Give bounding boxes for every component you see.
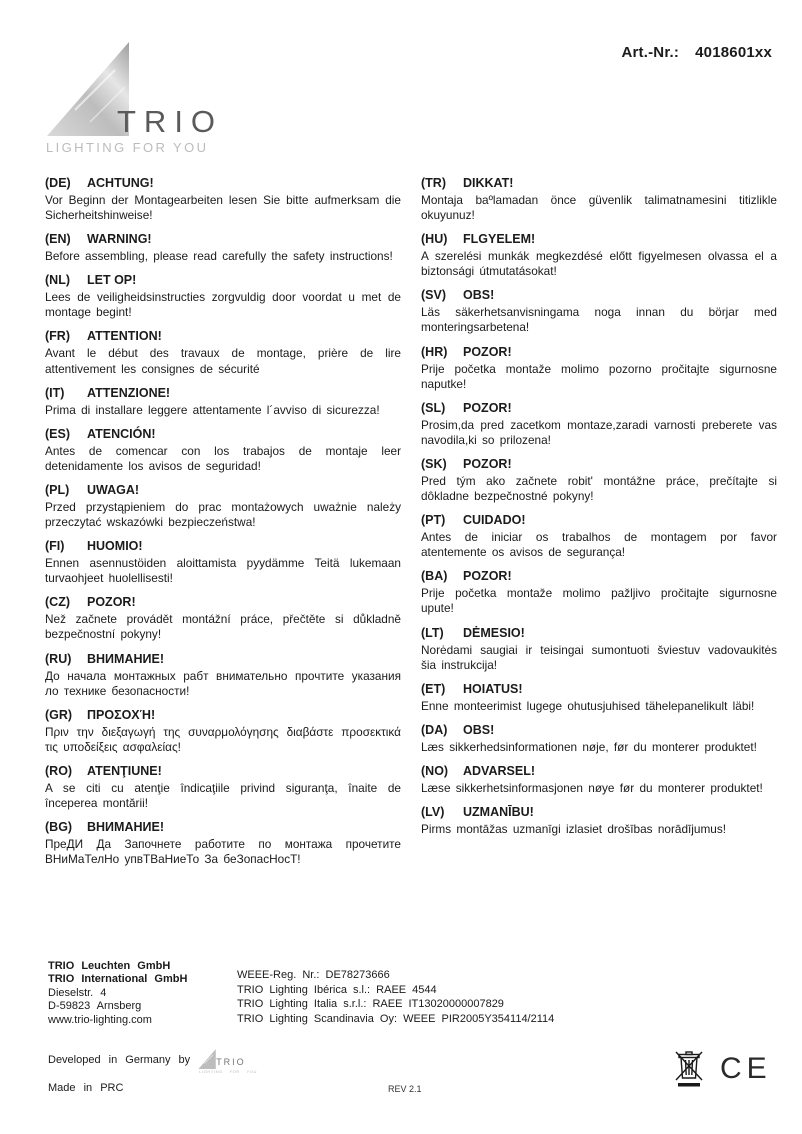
warning-block-pt (421, 513, 777, 560)
warning-block-sv (421, 288, 777, 335)
trio-logo (45, 40, 255, 160)
warning-block-fr (45, 329, 401, 376)
warning-title: UWAGA! (87, 482, 140, 497)
company-name-2: TRIO International GmbH (48, 973, 188, 986)
language-code: (NL) (45, 273, 70, 288)
warning-text: Ennen asennustöiden aloittamista pyydämme Teitä lukemaan turvaohjeet huolellisesti! (45, 556, 401, 586)
warning-title: POZOR! (463, 344, 512, 359)
warning-title: FLGYELEM! (463, 232, 536, 247)
language-code: (BG) (45, 820, 73, 835)
ce-mark: CE (720, 1052, 772, 1085)
warning-title: POZOR! (463, 456, 512, 471)
warning-title: LET OP! (87, 273, 137, 288)
warning-title: POZOR! (463, 400, 512, 415)
warning-text: Antes de iniciar os trabalhos de montagem por favor atentemente os avisos de segurança! (421, 530, 777, 560)
warning-title: WARNING! (87, 232, 152, 247)
warning-text: Prosim,da pred zacetkom montaze,zaradi varnosti preberete vas navodila,ki so prilozena! (421, 417, 777, 447)
language-code: (RU) (45, 651, 72, 666)
warning-block-bg (45, 820, 401, 867)
developed-label: Developed in Germany by (48, 1054, 191, 1066)
language-code: (LT) (421, 625, 444, 640)
warning-title: DIKKAT! (463, 176, 514, 190)
warning-block-cz (45, 595, 401, 642)
weee-line: WEEE-Reg. Nr.: DE78273666 (237, 969, 390, 981)
warning-block-da (421, 723, 777, 755)
language-code: (PL) (45, 482, 70, 497)
made-line: Made in PRC (48, 1082, 124, 1094)
warning-text: Przed przystąpieniem do prac montażowych uważnie należy przeczytać wskazówki bezpieczeństwa! (45, 499, 401, 530)
warning-block-hr (421, 345, 777, 392)
warning-title: ΠΡΟΣΟΧΉ! (87, 707, 156, 722)
warnings-column-left (45, 176, 401, 876)
trio-triangle-icon (198, 1048, 216, 1070)
warning-title: HOIATUS! (463, 681, 523, 696)
language-code: (HU) (421, 232, 448, 247)
warning-text: Pirms montāžas uzmanīgi izlasiet drošības norādījumus! (421, 821, 727, 836)
language-code: (HR) (421, 344, 448, 359)
language-code: (EN) (45, 232, 71, 247)
article-number (621, 44, 772, 61)
warning-text: Enne monteerimist lugege ohutusjuhised tähelepanelikult läbi! (421, 698, 755, 713)
company-address (48, 960, 187, 1027)
warning-text: Lees de veiligheidsinstructies zorgvuldig door voordat u met de montage begint! (45, 290, 401, 320)
company-city: D-59823 Arnsberg (48, 1000, 142, 1013)
warning-block-tr (421, 176, 777, 223)
language-code: (NO) (421, 763, 449, 778)
warning-text: Læs sikkerhedsinformationen nøje, før du monterer produktet! (421, 739, 757, 754)
warning-text: До начала монтажных рабт внимательно прочтите указания ло технике безопасности! (45, 668, 401, 698)
weee-line: TRIO Lighting Italia s.r.l.: RAEE IT13020000007829 (237, 998, 504, 1011)
warning-title: ATTENZIONE! (87, 385, 171, 400)
logo-wordmark: TRIO (117, 104, 224, 139)
warning-block-es (45, 427, 401, 474)
warning-title: POZOR! (87, 595, 136, 610)
language-code: (SK) (421, 456, 447, 471)
article-number-value: 4018601xx (695, 44, 772, 61)
warning-block-ro (45, 764, 401, 811)
warning-title: ВНИМАНИЕ! (87, 651, 164, 666)
warning-title: ATTENTION! (87, 329, 162, 344)
warning-text: Pred tým ako začnete robit' montážne práce, prečítajte si dôkladne bezpečnostné pokyny! (421, 473, 777, 504)
warning-text: Antes de comencar con los trabajos de montaje leer detenidamente los avisos de seguridad! (45, 443, 401, 473)
warning-block-hu (421, 232, 777, 279)
revision-label: REV 2.1 (388, 1084, 422, 1094)
warning-block-nl (45, 273, 401, 320)
logo-tagline: LIGHTING FOR YOU (199, 1069, 257, 1074)
logo-wordmark: TRIO (216, 1057, 246, 1067)
weee-line: TRIO Lighting Ibérica s.l.: RAEE 4544 (237, 983, 437, 996)
language-code: (DA) (421, 722, 448, 737)
warning-title: ACHTUNG! (87, 176, 154, 190)
warning-text: Než začnete provádět montážní práce, přečtěte si důkladně bezpečnostní pokyny! (45, 612, 401, 642)
warning-title: CUIDADO! (463, 513, 526, 528)
warning-text: Avant le début des travaux de montage, prière de lire attentivement les consignes de sécurité (45, 346, 401, 376)
developed-line (48, 1054, 258, 1076)
warning-block-pl (45, 483, 401, 530)
warning-block-gr (45, 708, 401, 755)
warning-text: Norėdami saugiai ir teisingai sumontuoti šviestuv vadovaukitės šia instrukcija! (421, 642, 777, 672)
language-code: (ET) (421, 681, 446, 696)
warning-text: A se citi cu atenţie îndicaţiile privind siguranţa, înaite de începerea montării! (45, 780, 401, 810)
warning-title: POZOR! (463, 569, 512, 584)
language-code: (FR) (45, 329, 70, 344)
warning-text: A szerelési munkák megkezdésé előtt figyelmesen olvassa el a biztonsági útmutatásokat! (421, 249, 777, 279)
weee-line: TRIO Lighting Scandinavia Oy: WEEE PIR2005Y354114/2114 (237, 1012, 555, 1025)
warning-block-no (421, 764, 777, 796)
warning-text: Prije početka montaže molimo pozorno pročitajte sigurnosne naputke! (421, 361, 777, 391)
warning-block-fi (45, 539, 401, 586)
language-code: (FI) (45, 539, 65, 554)
warning-title: OBS! (463, 722, 495, 737)
warning-title: UZMANĪBU! (463, 804, 534, 819)
company-website: www.trio-lighting.com (48, 1013, 152, 1026)
warning-text: Prije početka montaže molimo pažljivo pročitajte sigurnosne upute! (421, 586, 777, 616)
warning-text: ПреДИ Да Започнете работите по монтажа прочетите ВНиМаТелНо упвТВаНиеТо За беЗопасНосТ! (45, 837, 401, 867)
warning-title: OBS! (463, 288, 495, 303)
language-code: (RO) (45, 763, 73, 778)
article-number-label: Art.-Nr.: (621, 44, 680, 61)
language-code: (LV) (421, 804, 445, 819)
warnings-column-right (421, 176, 777, 876)
warning-block-ba (421, 569, 777, 616)
warning-block-et (421, 682, 777, 714)
warning-block-lt (421, 626, 777, 673)
language-code: (TR) (421, 176, 446, 190)
warning-title: HUOMIO! (87, 539, 143, 554)
weee-crossed-bin-icon (674, 1050, 704, 1095)
warning-title: ВНИМАНИЕ! (87, 820, 164, 835)
warning-title: ATENCIÓN! (87, 426, 156, 441)
language-code: (DE) (45, 176, 71, 190)
warning-text: Montaja baºlamadan önce güvenlik talimatnamesini titizlikle okuyunuz! (421, 193, 777, 223)
warning-block-lv (421, 805, 777, 837)
warning-text: Læse sikkerhetsinformasjonen nøye før du monterer produktet! (421, 780, 763, 795)
warning-text: Before assembling, please read carefully the safety instructions! (45, 249, 393, 264)
language-code: (ES) (45, 426, 70, 441)
language-code: (PT) (421, 513, 446, 528)
warning-block-en (45, 232, 401, 264)
language-code: (BA) (421, 569, 448, 584)
warning-text: Vor Beginn der Montagearbeiten lesen Sie bitte aufmerksam die Sicherheitshinweise! (45, 193, 401, 223)
warning-block-sk (421, 457, 777, 504)
trio-logo-small (198, 1048, 258, 1076)
warning-block-sl (421, 401, 777, 448)
warning-text: Πριν την διεξαγωγή της συναρμολόγησης διαβάστε προσεκτικά τις υποδείξεις ασφαλείας! (45, 724, 401, 754)
warning-block-it (45, 386, 401, 418)
company-street: Dieselstr. 4 (48, 986, 107, 999)
warning-title: ATENŢIUNE! (87, 763, 162, 778)
warnings-columns (45, 176, 777, 876)
warning-block-ru (45, 652, 401, 699)
warning-text: Läs säkerhetsanvisningama noga innan du börjar med monteringsarbetena! (421, 305, 777, 335)
warning-text: Prima di installare leggere attentamente l´avviso di sicurezza! (45, 402, 380, 417)
company-name-1: TRIO Leuchten GmbH (48, 960, 171, 972)
language-code: (IT) (45, 385, 65, 400)
language-code: (CZ) (45, 595, 70, 610)
language-code: (GR) (45, 707, 73, 722)
warning-title: ADVARSEL! (463, 763, 535, 778)
weee-registration (237, 968, 554, 1026)
logo-tagline: LIGHTING FOR YOU (46, 140, 209, 155)
language-code: (SL) (421, 400, 446, 415)
warning-title: DĖMESIO! (463, 625, 525, 640)
warning-block-de (45, 176, 401, 223)
language-code: (SV) (421, 288, 446, 303)
